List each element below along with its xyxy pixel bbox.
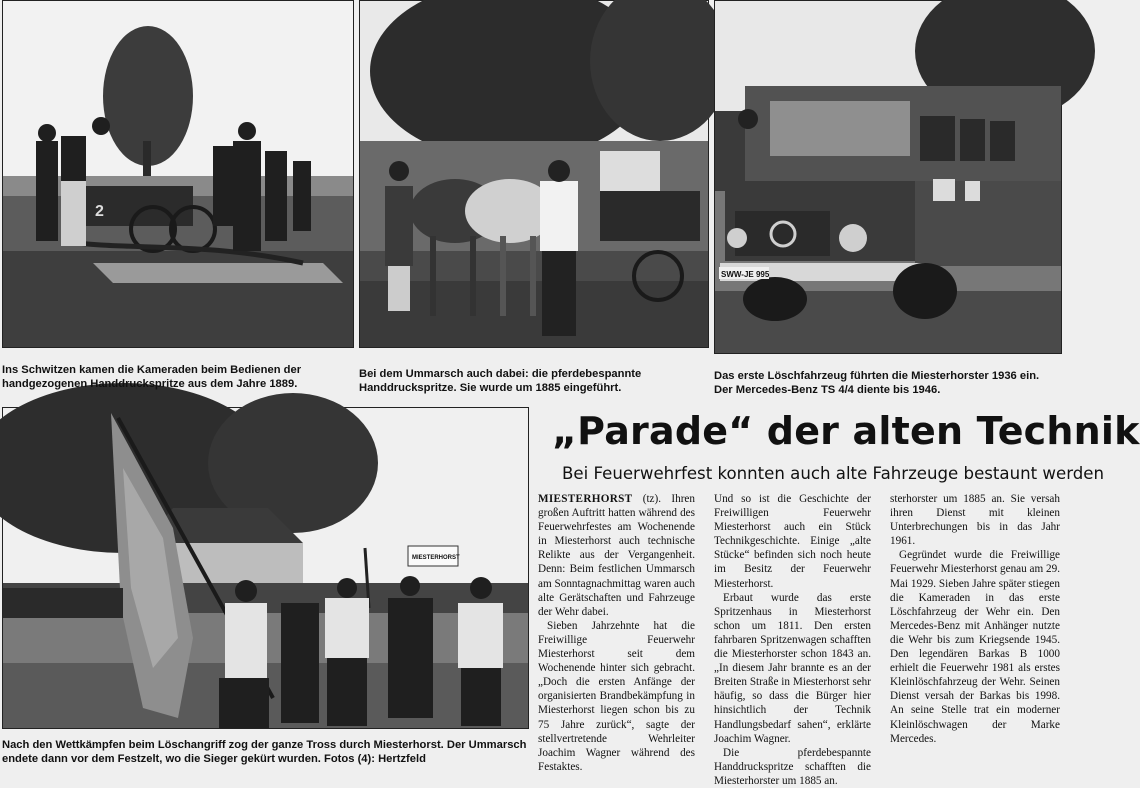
article-paragraph: sterhorster um 1885 an. Sie versah ihren Dienst mit kleinen Unterbrechungen bis in das Jahr 1961. [890,493,1060,548]
photo-hand-pump [2,0,354,348]
photo-horse-drawn-pump [359,0,709,348]
article-column-2 [714,492,871,788]
caption-photo-4: Nach den Wettkämpfen beim Löschangriff zog der ganze Tross durch Miesterhorst. Der Ummarsch endete dann vor dem Festzelt, wo die Sieger gekürt wurden. Fotos (4): Hertzfeld [2,739,527,765]
license-plate: SWW-JE 995 [721,270,770,279]
parade-sign-text: MIESTERHORST [412,555,460,561]
caption-photo-1: Ins Schwitzen kamen die Kameraden beim Bedienen der handgezogenen Handdruckspritze aus dem Jahre 1889. [2,364,302,390]
article-column-1 [538,492,695,774]
pump-number: 2 [95,203,104,220]
article-text: (tz). Ihren großen Auftritt hatten während des Feuerwehrfestes am Wochenende in Miesterhorst auch technische Relikte aus der Vergangenheit. Denn: Beim festlichen Ummarsch am Sonntagnachmittag waren auch alte Gerätschaften und Fahrzeuge der Wehr dabei. [538,493,695,618]
article-subheadline: Bei Feuerwehrfest konnten auch alte Fahrzeuge bestaunt werden [562,464,1104,483]
photo-fire-truck [714,0,1062,354]
article-headline: „Parade“ der alten Technik [552,409,1140,453]
article-column-3 [890,492,1060,746]
photo-parade [2,407,529,729]
article-paragraph: Die pferdebespannte Handdruckspritze schafften die Miesterhorster um 1885 an. [714,746,871,787]
article-paragraph: Erbaut wurde das erste Spritzenhaus in Miesterhorst schon um 1811. Den ersten fahrbaren Spritzenwagen schafften die Miesterhorster schon 1843 an. „In diesem Jahr brannte es an der Breiten Straße in Miesterhorst sehr häufig, so dass die Bürger hier hinsichtlich der Technik Handlungsbedarf sahen“, erklärte Joachim Wagner. [714,591,871,745]
article-paragraph: Und so ist die Geschichte der Freiwilligen Feuerwehr Miesterhorst auch ein Stück Technikgeschichte. Einige „alte Stücke“ befinden sich noch heute im Besitz der Feuerwehr Miesterhorst. [714,493,871,590]
caption-photo-2: Bei dem Ummarsch auch dabei: die pferdebespannte Handdruckspritze. Sie wurde um 1885 eingeführt. [359,368,642,394]
article-paragraph: Sieben Jahrzehnte hat die Freiwillige Feuerwehr Miesterhorst seit dem Wochenende hinter sich gebracht. „Doch die ersten Anfänge der organisierten Brandbekämpfung in Miesterhorst liegen schon bis zu 75 Jahre zurück“, sagte der stellvertretende Wehrleiter Joachim Wagner während des Festaktes. [538,619,695,773]
article-paragraph [538,492,695,619]
caption-photo-3: Das erste Löschfahrzeug führten die Miesterhorster 1936 ein. Der Mercedes-Benz TS 4/4 diente bis 1946. [714,370,1040,396]
article-dateline: MIESTERHORST [538,493,633,505]
article-paragraph: Gegründet wurde die Freiwillige Feuerwehr Miesterhorst genau am 29. Mai 1929. Sieben Jahre später stiegen die Kameraden in das erste Löschfahrzeug der Wehr ein. Den Mercedes-Benz mit Anhänger nutzte die Wehr bis zum Kriegsende 1945. Den legendären Barkas B 1000 erhielt die Feuerwehr 1981 als erstes Kleinlöschfahrzeug der Wehr. Seinen Dienst versah der Barkas bis 1998. An seine Stelle trat ein moderner Kleinlöschwagen der Marke Mercedes. [890,549,1060,745]
